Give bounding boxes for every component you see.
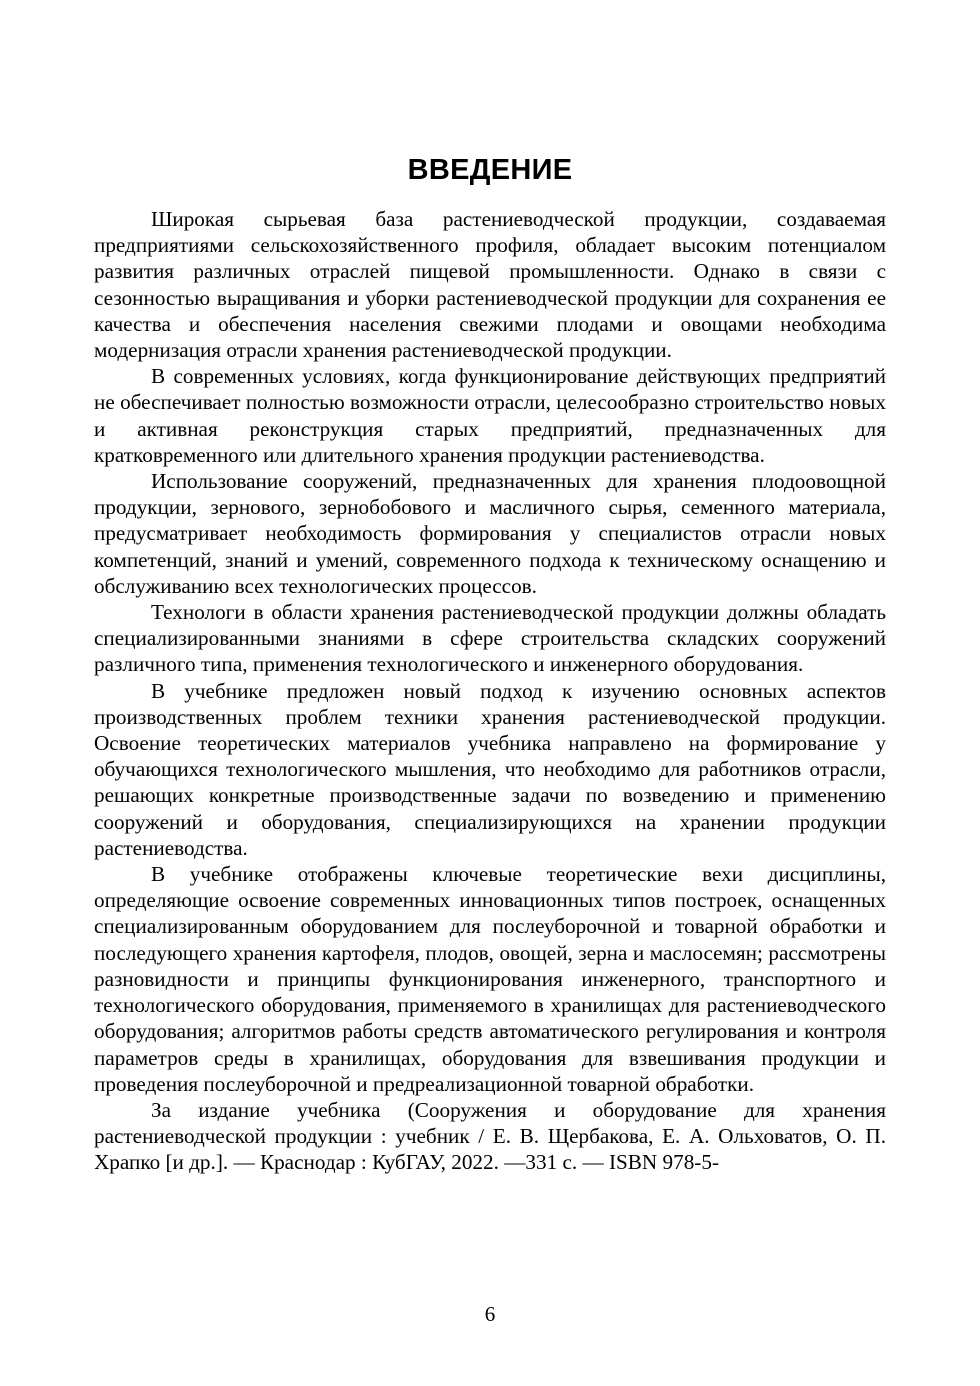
paragraph-5: В учебнике предложен новый подход к изучению основных аспектов производственных проблем техники хранения растениеводческой продукции. Освоение теоретических материалов учебника направлено на формирование у обучающихся технологического мышления, что необходимо для работников отрасли, решающих конкретные производственные задачи по возведению и применению сооружений и оборудования, специализирующихся на хранении продукции растениеводства. [94,678,886,860]
paragraph-1: Широкая сырьевая база растениеводческой продукции, создаваемая предприятиями сельскохозяйственного профиля, обладает высоким потенциалом развития различных отраслей пищевой промышленности. Однако в связи с сезонностью выращивания и уборки растениеводческой продукции для сохранения ее качества и обеспечения населения свежими плодами и овощами необходима модернизация отрасли хранения растениеводческой продукции. [94,207,886,363]
body-text [94,206,886,1176]
page-number: 6 [484,1302,496,1326]
paragraph-7: За издание учебника (Сооружения и оборудование для хранения растениеводческой продукции : учебник / Е. В. Щербакова, Е. А. Ольховатов, О. П. Храпко [и др.]. — Краснодар : КубГАУ, 2022. —331 с. — ISBN 978-5- [94,1097,886,1175]
document-page [94,0,886,1386]
paragraph-6: В учебнике отображены ключевые теоретические вехи дисциплины, определяющие освоение современных инновационных типов построек, оснащенных специализированным оборудованием для послеуборочной и товарной обработки и последующего хранения картофеля, плодов, овощей, зерна и маслосемян; рассмотрены разновидности и принципы функционирования инженерного, транспортного и технологического оборудования, применяемого в хранилищах для растениеводческого оборудования; алгоритмов работы средств автоматического регулирования и контроля параметров среды в хранилищах, оборудования для взвешивания продукции и проведения послеуборочной и предреализационной товарной обработки. [94,862,886,1096]
page-title: ВВЕДЕНИЕ [407,154,573,186]
paragraph-3: Использование сооружений, предназначенных для хранения плодоовощной продукции, зернового, зернобобового и масличного сырья, семенного материала, предусматривает необходимость формирования у специалистов отрасли новых компетенций, знаний и умений, современного подхода к техническому оснащению и обслуживанию всех технологических процессов. [94,469,886,598]
paragraph-4: Технологи в области хранения растениеводческой продукции должны обладать специализированными знаниями в сфере строительства складских сооружений различного типа, применения технологического и инженерного оборудования. [94,600,886,677]
paragraph-2: В современных условиях, когда функционирование действующих предприятий не обеспечивает полностью возможности отрасли, целесообразно строительство новых и активная реконструкция старых предприятий, предназначенных для кратковременного или длительного хранения продукции растениеводства. [94,364,886,467]
